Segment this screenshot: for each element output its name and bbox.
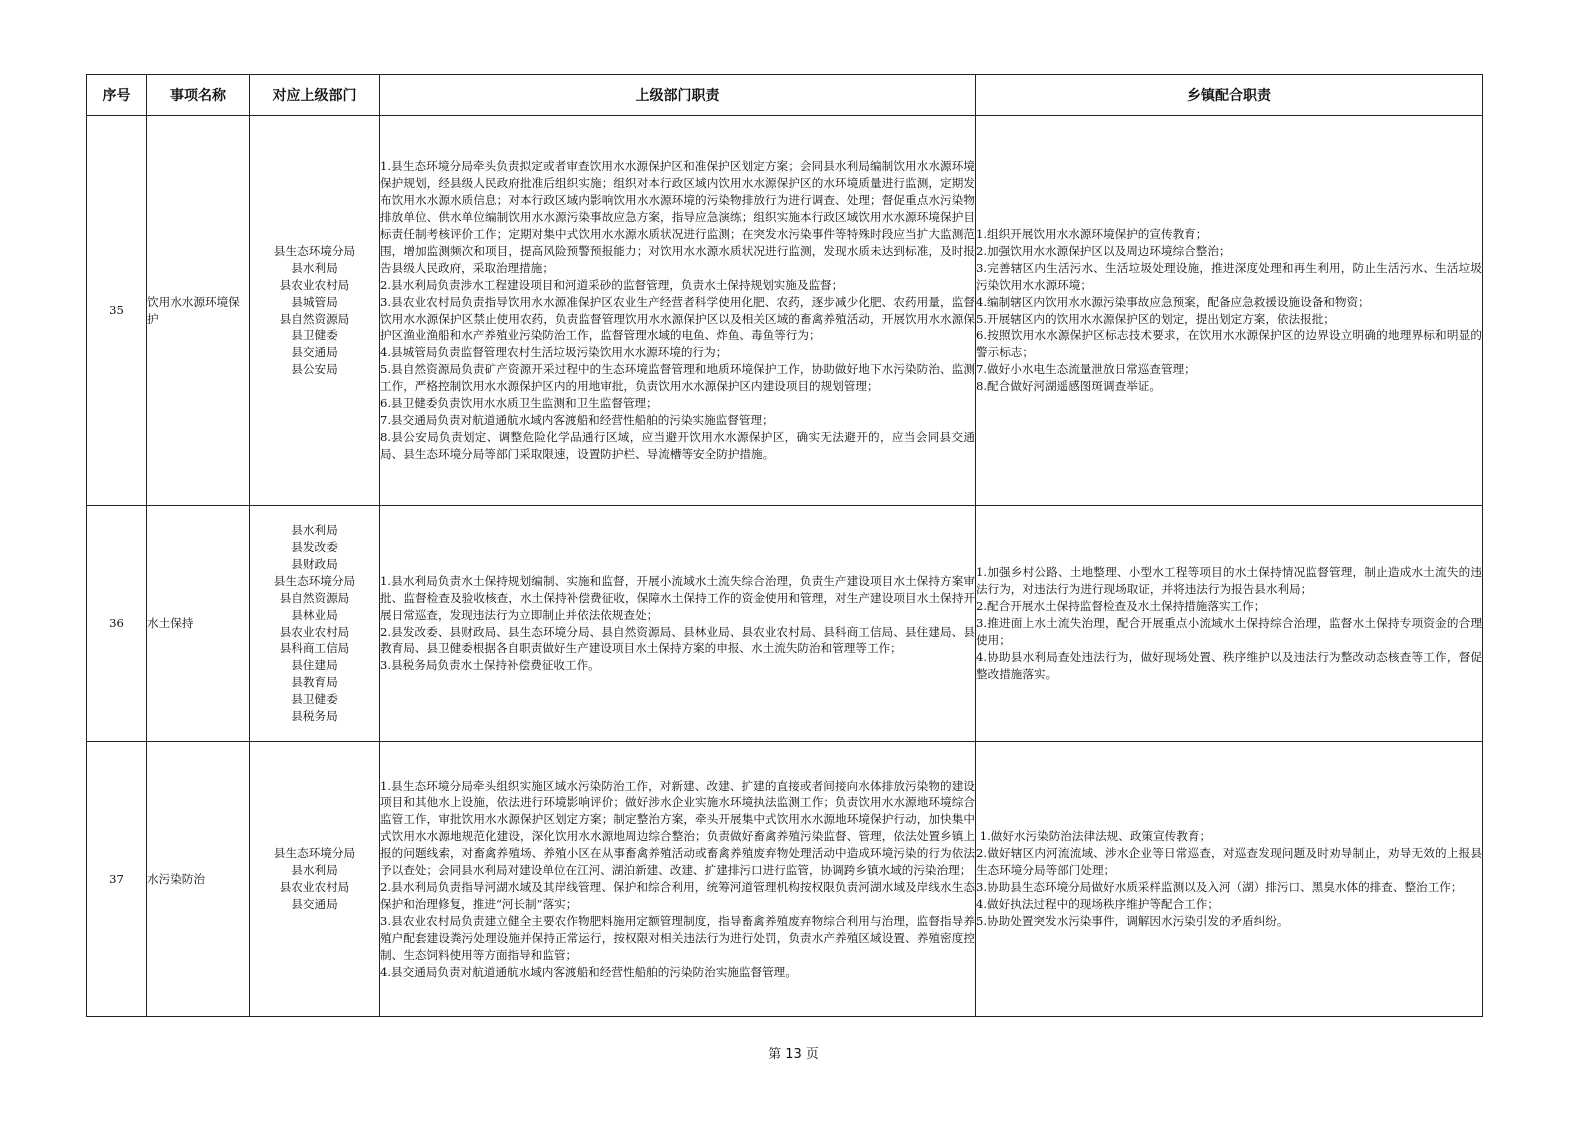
department-name: 县水利局 — [291, 523, 338, 538]
table-row — [87, 742, 1483, 1017]
town-duty-item: 6.按照饮用水水源保护区标志技术要求，在饮用水水源保护区的边界设立明确的地理界标和明显的警示标志； — [976, 328, 1482, 360]
department-name: 县自然资源局 — [279, 590, 350, 605]
town-duty-item: 5.协助处置突发水污染事件，调解因水污染引发的矛盾纠纷。 — [976, 913, 1289, 928]
department-name: 县生态环境分局 — [273, 846, 356, 861]
department-name: 县税务局 — [291, 709, 338, 724]
department-name: 县发改委 — [291, 539, 338, 554]
department-name: 县自然资源局 — [279, 311, 350, 326]
town-duty-item: 4.协助县水利局查处违法行为，做好现场处置、秩序维护以及违法行为整改动态核查等工作，督促整改措施落实。 — [976, 649, 1482, 681]
upper-duty-item: 2.县水利局负责涉水工程建设项目和河道采砂的监督管理，负责水土保持规划实施及监督； — [380, 277, 844, 292]
cell-no: 36 — [87, 506, 147, 742]
upper-duty-item: 1.县生态环境分局牵头负责拟定或者审查饮用水水源保护区和准保护区划定方案；会同县水利局编制饮用水水源环境保护规划，经县级人民政府批准后组织实施；组织对本行政区域内饮用水水源保护区的水环境质量进行监测，定期发布饮用水水源水质信息；对本行政区域内影响饮用水水源环境的污染物排放行为进行调查、处理；督促重点水污染物排放单位、供水单位编制饮用水水源污染事故应急方案，指导应急演练；组织实施本行政区域饮用水水源环境保护目标责任制考核评价工作；定期对集中式饮用水水源水质状况进行监测；在突发水污染事件等特殊时段应当扩大监测范围，增加监测频次和项目，提高风险预警预报能力；对饮用水水源水质状况进行监测，发现水质未达到标准，及时报告县级人民政府，采取治理措施； — [380, 159, 975, 275]
department-name: 县水利局 — [291, 863, 338, 878]
town-duty-item: 2.加强饮用水水源保护区以及周边环境综合整治； — [976, 243, 1231, 258]
town-duty-item: 4.编制辖区内饮用水水源污染事故应急预案，配备应急救援设施设备和物资； — [976, 294, 1370, 309]
cell-town-duties — [976, 506, 1483, 742]
cell-departments — [250, 742, 380, 1017]
upper-duty-item: 8.县公安局负责划定、调整危险化学品通行区域，应当避开饮用水水源保护区，确实无法避开的，应当会同县交通局、县生态环境分局等部门采取限速，设置防护栏、导流槽等安全防护措施。 — [380, 429, 975, 461]
upper-duty-item: 7.县交通局负责对航道通航水域内客渡船和经营性船舶的污染实施监督管理； — [380, 412, 774, 427]
department-name: 县城管局 — [291, 294, 338, 309]
town-duty-item: 1.做好水污染防治法律法规、政策宣传教育； — [976, 829, 1212, 844]
header-no: 序号 — [87, 75, 147, 116]
department-name: 县交通局 — [291, 345, 338, 360]
cell-upper-duties — [380, 116, 976, 506]
header-row — [87, 75, 1483, 116]
department-name: 县财政局 — [291, 556, 338, 571]
town-duty-item: 5.开展辖区内的饮用水水源保护区的划定，提出划定方案，依法报批； — [976, 311, 1335, 326]
header-town-duties: 乡镇配合职责 — [976, 75, 1483, 116]
upper-duty-item: 4.县城管局负责监督管理农村生活垃圾污染饮用水水源环境的行为； — [380, 345, 728, 360]
header-department: 对应上级部门 — [250, 75, 380, 116]
department-name: 县科商工信局 — [279, 641, 350, 656]
department-name: 县生态环境分局 — [273, 573, 356, 588]
department-name: 县农业农村局 — [279, 277, 350, 292]
cell-upper-duties — [380, 742, 976, 1017]
town-duty-item: 2.配合开展水土保持监督检查及水土保持措施落实工作； — [976, 599, 1266, 614]
cell-no: 35 — [87, 116, 147, 506]
town-duty-item: 3.协助县生态环境分局做好水质采样监测以及入河（湖）排污口、黑臭水体的排查、整治工作； — [976, 880, 1463, 894]
cell-departments — [250, 506, 380, 742]
department-name: 县住建局 — [291, 658, 338, 673]
town-duty-item: 2.做好辖区内河流流域、涉水企业等日常巡查，对巡查发现问题及时劝导制止，劝导无效的上报县生态环境分局等部门处理； — [976, 846, 1482, 878]
department-name: 县公安局 — [291, 362, 338, 377]
department-name: 县教育局 — [291, 675, 338, 690]
cell-town-duties — [976, 116, 1483, 506]
cell-upper-duties — [380, 506, 976, 742]
upper-duty-item: 3.县税务局负责水土保持补偿费征收工作。 — [380, 658, 600, 673]
upper-duty-item: 6.县卫健委负责饮用水水质卫生监测和卫生监督管理； — [380, 396, 658, 411]
department-name: 县卫健委 — [291, 328, 338, 343]
upper-duty-item: 2.县水利局负责指导河湖水域及其岸线管理、保护和综合利用，统筹河道管理机构按权限负责河湖水域及岸线水生态保护和治理修复，推进“河长制”落实； — [380, 880, 975, 911]
department-name: 县农业农村局 — [279, 624, 350, 639]
department-name: 县交通局 — [291, 896, 338, 911]
header-upper-duties: 上级部门职责 — [380, 75, 976, 116]
town-duty-item: 4.做好执法过程中的现场秩序维护等配合工作； — [976, 896, 1219, 911]
header-item-name: 事项名称 — [147, 75, 250, 116]
town-duty-item: 3.完善辖区内生活污水、生活垃圾处理设施，推进深度处理和再生利用，防止生活污水、生活垃圾污染饮用水水源环境； — [976, 260, 1482, 292]
department-name: 县卫健委 — [291, 692, 338, 707]
cell-item-name: 水土保持 — [147, 506, 250, 742]
department-name: 县林业局 — [291, 607, 338, 622]
upper-duty-item: 1.县生态环境分局牵头组织实施区域水污染防治工作，对新建、改建、扩建的直接或者间接向水体排放污染物的建设项目和其他水上设施，依法进行环境影响评价；做好涉水企业实施水环境执法监测工作；负责饮用水水源地环境综合监管工作，审批饮用水水源保护区划定方案；制定整治方案，牵头开展集中式饮用水水源地环境保护行动，加快集中式饮用水水源地规范化建设，深化饮用水水源地周边综合整治；负责做好畜禽养殖污染监督、管理，依法处置乡镇上报的问题线索，对畜禽养殖场、养殖小区在从事畜禽养殖活动或畜禽养殖废弃物处理活动中造成环境污染的行为依法予以查处；会同县水利局对建设单位在江河、湖泊新建、改建、扩建排污口进行监管，协调跨乡镇水域的污染治理； — [380, 778, 975, 878]
duty-table — [86, 74, 1483, 1017]
upper-duty-item: 4.县交通局负责对航道通航水域内客渡船和经营性船舶的污染防治实施监督管理。 — [380, 964, 797, 979]
upper-duty-item: 5.县自然资源局负责矿产资源开采过程中的生态环境监督管理和地质环境保护工作，协助做好地下水污染防治、监测工作，严格控制饮用水水源保护区内的用地审批，负责饮用水水源保护区内建设项目的规划管理； — [380, 362, 975, 394]
upper-duty-item: 3.县农业农村局负责建立健全主要农作物肥料施用定额管理制度，指导畜禽养殖废弃物综合利用与治理，监督指导养殖户配套建设粪污处理设施并保持正常运行，按权限对相关违法行为进行处罚，负责水产养殖区域设置、养殖密度控制、生态饲料使用等方面指导和监管； — [380, 913, 975, 962]
cell-no: 37 — [87, 742, 147, 1017]
department-name: 县生态环境分局 — [273, 243, 356, 258]
department-name: 县农业农村局 — [279, 880, 350, 894]
town-duty-item: 3.推进面上水土流失治理，配合开展重点小流域水土保持综合治理，监督水土保持专项资金的合理使用； — [976, 616, 1482, 647]
table-row — [87, 116, 1483, 506]
cell-item-name: 水污染防治 — [147, 742, 250, 1017]
town-duty-item: 1.组织开展饮用水水源环境保护的宣传教育； — [976, 226, 1208, 241]
table-row — [87, 506, 1483, 742]
cell-departments — [250, 116, 380, 506]
upper-duty-item: 2.县发改委、县财政局、县生态环境分局、县自然资源局、县林业局、县农业农村局、县科商工信局、县住建局、县教育局、县卫健委根据各自职责做好生产建设项目水土保持方案的申报、水土流失防治和管理等工作； — [380, 624, 975, 656]
cell-town-duties — [976, 742, 1483, 1017]
town-duty-item: 8.配合做好河湖遥感图斑调查举证。 — [976, 379, 1161, 394]
town-duty-item: 1.加强乡村公路、土地整理、小型水工程等项目的水土保持情况监督管理，制止造成水土流失的违法行为，对违法行为进行现场取证，并将违法行为报告县水利局； — [976, 565, 1482, 597]
upper-duty-item: 3.县农业农村局负责指导饮用水水源准保护区农业生产经营者科学使用化肥、农药，逐步减少化肥、农药用量，监督饮用水水源保护区禁止使用农药，负责监督管理饮用水水源保护区以及相关区域的畜禽养殖活动，开展饮用水水源保护区渔业渔船和水产养殖业污染防治工作，监督管理水域的电鱼、炸鱼、毒鱼等行为； — [380, 294, 975, 343]
department-name: 县水利局 — [291, 260, 338, 275]
page-number: 第 13 页 — [768, 1047, 819, 1062]
upper-duty-item: 1.县水利局负责水土保持规划编制、实施和监督，开展小流域水土流失综合治理，负责生产建设项目水土保持方案审批、监督检查及验收核查，水土保持补偿费征收，保障水土保持工作的资金使用和管理，对生产建设项目水土保持开展日常巡查，发现违法行为立即制止并依法依规查处； — [380, 573, 975, 622]
cell-item-name: 饮用水水源环境保护 — [147, 116, 250, 506]
town-duty-item: 7.做好小水电生态流量泄放日常巡查管理； — [976, 362, 1196, 377]
